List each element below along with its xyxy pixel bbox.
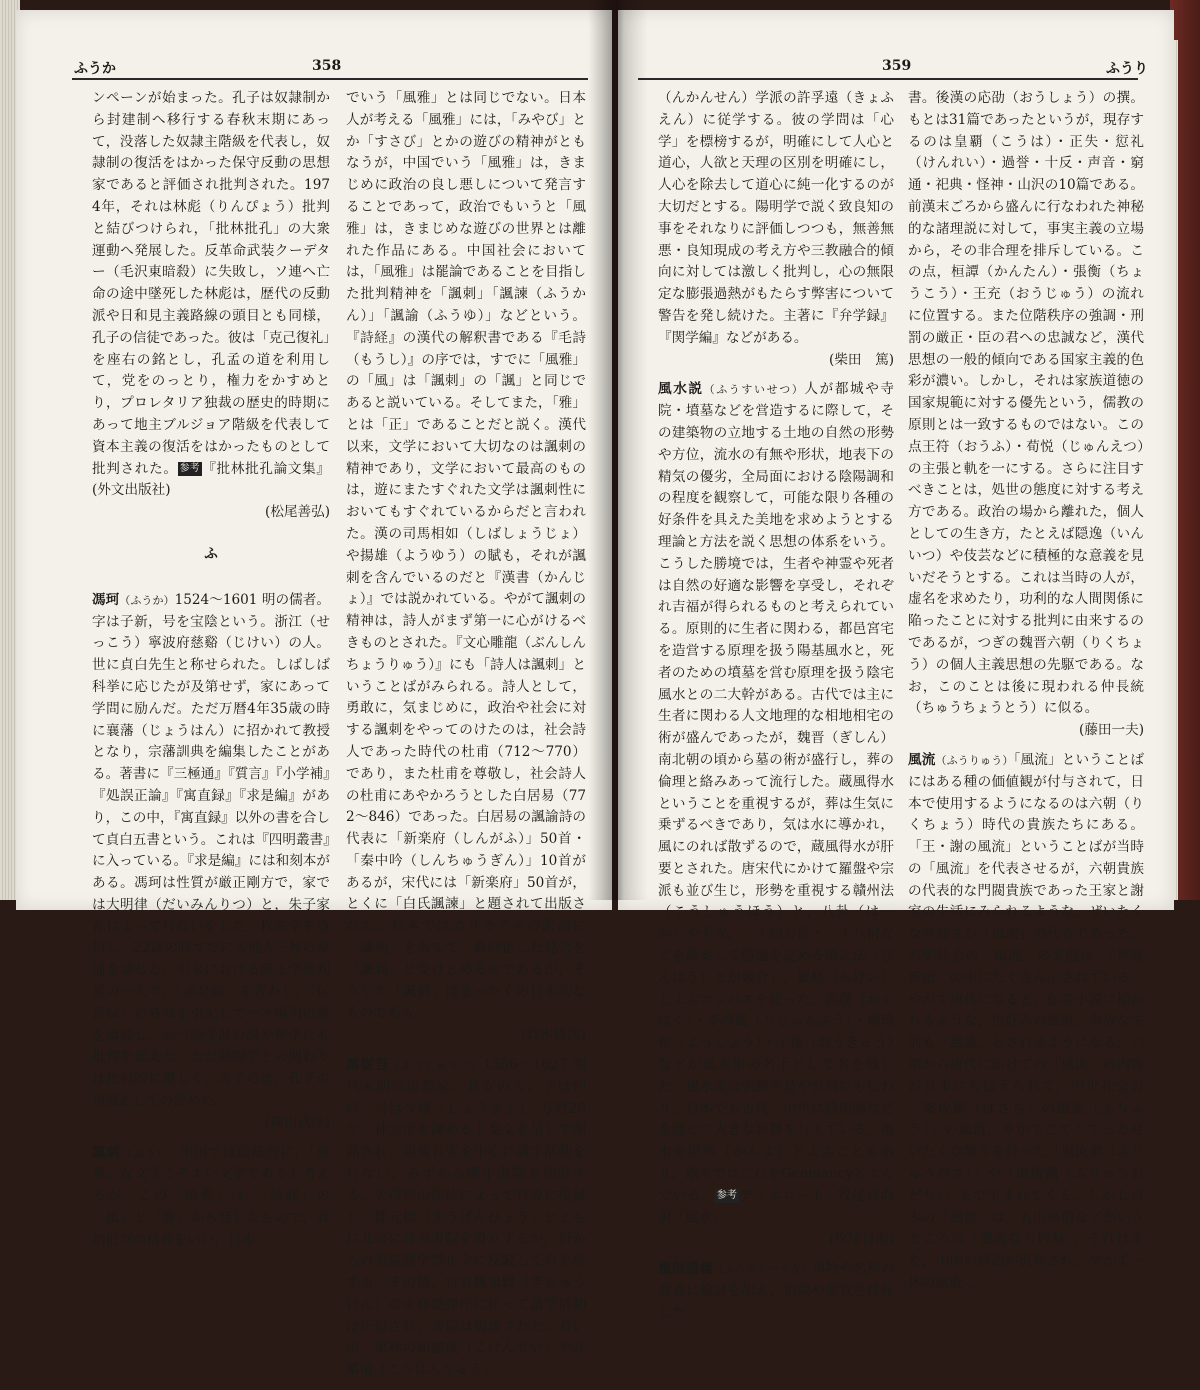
- entry-author: (柴田 篤): [829, 351, 894, 368]
- right-header-title: ふうり: [1106, 61, 1148, 77]
- reference-text: デ・ホロート，牧尾良海訳『風水』: [658, 1187, 894, 1226]
- entry-headword: 馮従吾: [346, 1057, 390, 1074]
- entry-text: 「風流」ということばにはある種の価値観が付与されて，日本で使用するようになるのは六朝（りくちょう）時代の貴族たちにある。「王・謝の風流」ということばが当時の「風流」を代表させるが，六朝貴族の代表的な門閥貴族であった王家と謝家の生活にみられるような，ぜいたくな奔放さが「風流」の代表であった。六朝社会の「風流」の実態は，『世説新語』の中にたくさん示されている。やがて唐代になると，伝奇小説に描かれるような，色好みの風流，奔放な生活も「風流」とされるようになる。六朝から唐代にかけての「風流」の内容が日本にも伝えられて，中世社会の「婆佐羅（ばさら）の風流（ふりゅう）」の風流，やがてごてごてしたぜいたくな飾りを持った「風流傘（ふりゅうがさ）」や「風流踊（ふりゅうおどり）」まで生まれてくる。しかし日本の「風流」は，五山の僧などがいうところの「風流なら居易」，それはまた，中国の詩語が流布され，やがて一休の風流…: [908, 751, 1145, 1292]
- entry-text: 1556～1627 明代末期の思想家。長安の人。字は仲好，号は少墟（しょうきょ）。万暦20年，神宗帝を諫める上奏文を呈して削籍され，以後長安を中心に講学活動を行ない，みずから関中書院を創設する。天啓帝の即位によって官界に復帰し，鄒元標（すうげんひょう）とともに北京に首善書院を設立するが，折からの書院講学禁止令に反駁して官を辞する。その後，宦官魏忠賢（ぎちゅうけん）の東林派弾圧に伴って講学活動は圧迫され，書院は破壊された。若い頃，東林の顧憲成（こけんせい）や高攀竜（こうはんりゅう）: [346, 1057, 587, 1379]
- dictionary-entry: [92, 590, 330, 1135]
- reference-tag: 参考: [716, 1190, 737, 1202]
- right-column-1: [658, 88, 894, 1333]
- right-page-number: 359: [882, 58, 912, 74]
- entry-text: （んかんせん）学派の許孚遠（きょふえん）に従学する。彼の学問は「心学」を標榜するが，明確にして人心と道心，人欲と天理の区別を明確にし，人心を除去して道心に純一化するのが大切だとする。陽明学で説く致良知の事をそれなりに評価しつつも，無善無悪・良知現成の考え方や三教融合的傾向に対しては激しく批判し，心の無限定な膨張過熱がもたらす弊害について警告を発し続けた。主著に『弁学録』『関学編』などがある。: [658, 90, 894, 346]
- right-page: [618, 10, 1174, 1321]
- entry-reading: （ふうし）: [120, 1146, 180, 1160]
- reference-tag: 参考: [179, 463, 200, 475]
- entry-headword: 風水説: [658, 381, 704, 398]
- entry-text: 書。後漢の応劭（おうしょう）の撰。もとは31篇であったというが，現存するのは皇覇（こうは）・正失・愆礼（けんれい）・過誉・十反・声音・窮通・祀典・怪神・山沢の10篇である。前漢末ごろから盛んに行なわれた神秘的な諸理説に対して，事実主義の立場から，その非合理を排斥している。この点，桓譚（かんたん）・張衡（ちょうこう）・王充（おうじゅう）の流れに位置する。また位階秩序の強調・刑罰の厳正・臣の君への忠誠など，漢代思想の一般的傾向である国家主義的色彩が濃い。しかし，それは家族道徳の国家規範に対する優先という，儒教の原則とは一致するものではない。この点王符（おうふ）・荀悦（じゅんえつ）の主張と軌を一にする。さらに注目すべきことは，処世の態度に対する考え方である。政治の場から離れた，個人としての生き方，たとえば隠逸（いんいつ）や伎芸などに積極的な意義を見いだそうとする。これは当時の人が，虚名を求めたり，功利的な人間関係に陥ったことに対する批判に由来するのであるが，つぎの魏晋六朝（りくちょう）の個人主義思想の先駆である。なお，このことは後に現われる仲長統（ちゅうちょうとう）に似る。: [908, 90, 1144, 717]
- entry-text: 中国では伝統的に，「風雅」な文学こそよい文学であると考えるが，この「風雅」は，『詩経』の「風」と「雅」から発したもので，政治批判の精神をいい，日本: [92, 1144, 331, 1248]
- left-header-rule: [72, 78, 588, 80]
- dictionary-entry: [658, 379, 894, 1251]
- entry-continuation: [658, 88, 894, 371]
- entry-reading: （ふうじゅうご）: [389, 1059, 484, 1073]
- entry-reading: （ふうか）: [119, 593, 175, 607]
- entry-text: ンペーンが始まった。孔子は奴隷制から封建制へ移行する春秋末期にあって，没落した奴隷主階級を代表し，奴隷制の復活をはかった保守反動の思想家であると評価され批判された。1974年，それは林彪（りんぴょう）批判と結びつけられ，「批林批孔」の大衆運動へ発展した。反革命武装クーデター（毛沢東暗殺）に失敗し，ソ連へ亡命の途中墜死した林彪は，歴代の反動派や日和見主義路線の頭目とも同様，孔子の信徒であった。彼は「克己復礼」を座右の銘とし，孔孟の道を利用して，党をのっとり，権力をかすめとり，プロレタリア独裁の歴史的時期にあって地主ブルジョア階級を代表して資本主義の復活をはかったものとして批判された。: [92, 90, 330, 477]
- dictionary-entry: [658, 1259, 894, 1324]
- entry-headword: 馮珂: [92, 591, 120, 608]
- entry-author: (鈴木修次): [521, 1027, 586, 1044]
- entry-author: (岡田武彦): [265, 1114, 330, 1131]
- entry-text: 人が都城や寺院・墳墓などを営造するに際して，その建築物の立地する土地の自然の形勢や方位，流水の有無や形状，地表下の精気の優劣，全局面における陰陽調和の程度を観察して，可能な限り各種の好条件を具えた美地を求めようとする理論と方法を説く思想の体系をいう。こうした勝境では，生者や神霊や死者は自然の好適な影響を享受し，それぞれ吉福が得られるものと考えられている。原則的に生者に関わる，都邑宮宅を造営する原理を扱う陽基風水と，死者のための墳墓を営む原理を扱う陰宅風水との二大幹がある。古代では主に生者に関わる人文地理的な相地相宅の術が盛んであったが，魏晋（ぎしん）南北朝の頃から墓の術が盛行し，葬の倫理と絡みあって流行した。蔵風得水ということを重視するが，葬は生気に乗ずるべきであり，気は水に導かれ，風にのれば散ずるので，蔵風得水が肝要とされた。唐宋代にかけて羅盤や宗派も並び生じ，形勢を重視する贛州法（こうしゅうほう）と，八卦（はっか）や干支，二十四方位・二十八宿などを勘案して勝地を定める閩之法（びんほう）とが競合し，羅経（らけい）とよぶコンパスを使った。郭璞（かくはく）・李淳風（りじゅんぷう）・楊筠松（ようしょう）・王伋（おうきゅう）などが風水術の名手として名を残した。風水説は朝鮮半島や台湾にも伝わり，日本でも古代・中世に陰陽師などを通じて大きな影響を与えている。風水を堪輿（かんよ）とよぶこともあり，欧米ではこれをGeomancyとよんでいる。: [658, 381, 895, 1204]
- entry-author: (松尾善弘): [265, 504, 330, 521]
- entry-continuation: [92, 88, 330, 524]
- entry-headword: 諷刺: [92, 1144, 121, 1161]
- entry-continuation: [908, 88, 1144, 742]
- entry-headword: 風俗通義: [658, 1261, 713, 1278]
- left-page: [16, 10, 612, 1379]
- kana-section-separator: ふ: [204, 545, 218, 562]
- left-page-number: 358: [312, 58, 342, 74]
- entry-text: 事物や名称の意義に検討を加え，俗説や邪教を排斥した: [658, 1261, 895, 1321]
- dictionary-entry: [908, 750, 1144, 1295]
- entry-headword: 風流: [908, 751, 936, 768]
- entry-reading: （ふうすいせつ）: [703, 383, 805, 397]
- right-header-rule: [638, 78, 1138, 80]
- dictionary-entry: [346, 1055, 586, 1382]
- entry-author: (牧尾良海): [829, 1231, 894, 1248]
- entry-text: でいう「風雅」とは同じでない。日本人が考える「風雅」には，「みやび」とか「すさび」とかの遊びの精神がともなうが，中国でいう「風雅」は，きまじめに政治の良し悪しについて発言することであって，政治でもいうと「風雅」は，きまじめな遊びの世界とは離れた作品にある。中国社会においては，「風雅」は罷論であることを目指した批判精神を「諷刺」「諷諫（ふうかん）」「諷諭（ふうゆ）」などという。『詩経』の漢代の解釈書である『毛詩（もうし）』の序では，すでに「風雅」の「風」は「諷刺」の「諷」と同じであると説いている。そしてまた，「雅」とは「正」であることだと説く。漢代以来，文学において大切なのは諷刺の精神であり，文学において最高のものは，遊にまたすぐれた文学は諷刺性においてもすぐれているからだと言われた。漢の司馬相如（しばしょうじょ）や揚雄（ようゆう）の賦も，それが諷刺を含んでいるのだと『漢書（かんじょ）』では説かれている。やがて諷刺の精神は，詩人がまず第一に心がけるべきものとされた。『文心雕龍（ぶんしんちょうりゅう）』にも「詩人は諷刺」ということばがみられる。詩人として，勇敢に，気まじめに，政治や社会に対する諷刺をやってのけたのは，社会詩人であった時代の杜甫（712～770）であり，また杜甫を尊敬し，社会詩人の杜甫にあやかろうとした白居易（772～846）であった。白居易の諷諭詩の代表に「新楽府（しんがふ）」50首・「秦中吟（しんちゅうぎん）」10首があるが，宋代には「新楽府」50首が，とくに「白氏諷諫」と題されて出版された。日本ではカリカチャの訳語に「諷刺」をあてて，戯画化した発言を「諷刺」と受けとめるのであるが，そうした「諷刺」はまったくの日本的なものである。: [346, 90, 586, 1022]
- entry-author: (藤田一夫): [1079, 722, 1144, 739]
- left-column-2: [346, 88, 586, 1390]
- left-header-title: ふうか: [74, 61, 116, 77]
- left-column-1: [92, 88, 330, 1260]
- reference-text: 『批林批孔論文集』(外文出版社): [92, 460, 331, 499]
- entry-text: 1524～1601 明の儒者。字は子新，号を宝陰という。浙江（せっこう）寧波府慈谿（じけい）の人。世に貞白先生と称せられた。しばしば科挙に応じたが及第せず，家にあって学問に励んだ。ただ万暦4年35歳の時に襄藩（じょうはん）に招かれて教授となり，宗藩訓典を編集したことがある。著書に『三極通』『質言』『小学補』『処誤正論』『寓直録』『求是編』があり，この中，『寓直録』以外の書を合して貞白五書という。これは『四明叢書』に入っている。『求是編』には和刻本がある。馮珂は性質が厳正剛方で，家では大明律（だいみんりつ）と，朱子家礼によって行ないをした。程朱学を尊信し，22歳の時すでに天地人三極の変通を論じた。明末における陸王学批判派の一人で，『求是編』を著わし，『伝習録』の各章を引記して一々陽明の説を論駁し，かつ陸学派の説や禅学にも批判を加えた。ただ陸陽学との関わりは比較的に優しく，告子の流，孔子の別派としての認めた。: [92, 591, 331, 1110]
- entry-continuation: [346, 88, 586, 1047]
- dictionary-entry: [92, 1143, 330, 1252]
- right-column-2: [908, 88, 1144, 1303]
- entry-reading: （ふうぞくつうぎ）: [712, 1263, 813, 1277]
- entry-reading: （ふうりゅう）: [935, 753, 1014, 767]
